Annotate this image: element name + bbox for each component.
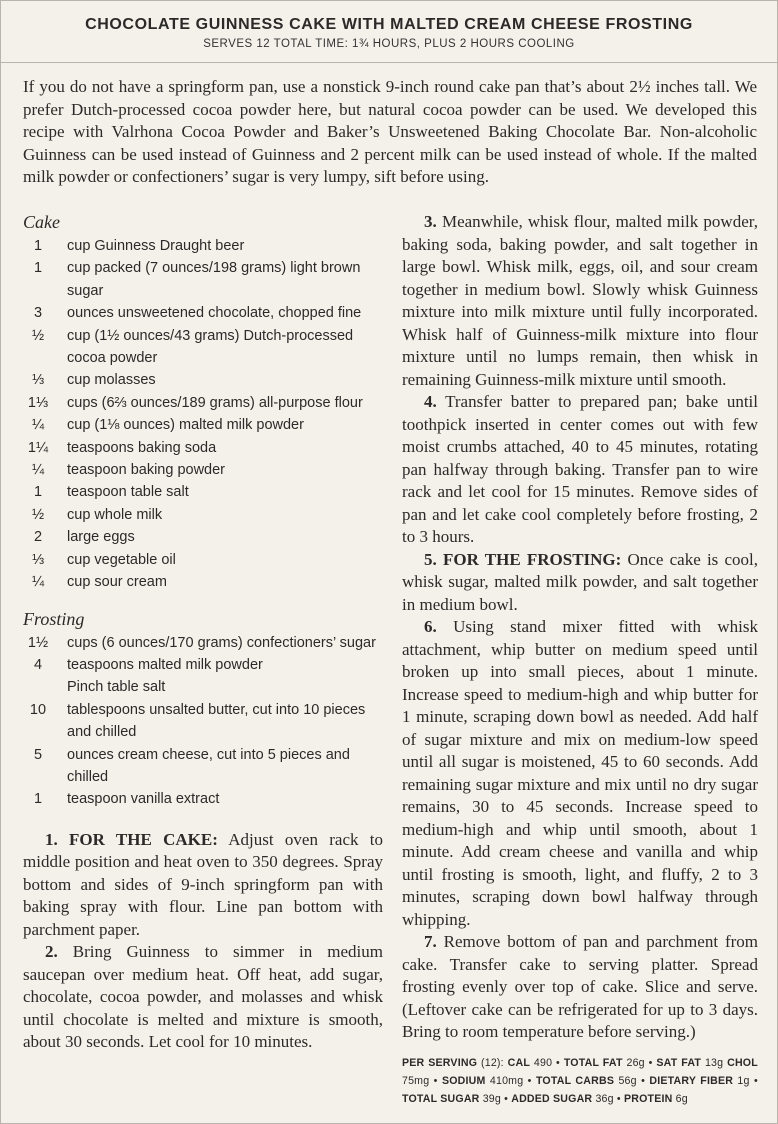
- ingredient-text: cup (1½ ounces/43 grams) Dutch-processed cocoa powder: [67, 327, 354, 367]
- nutrition-label: TOTAL CARBS: [535, 1074, 615, 1087]
- frosting-label: Frosting: [23, 608, 85, 629]
- step-text: Bring Guinness to simmer in medium saucepan over medium heat. Off heat, add sugar, chocolate, cocoa powder, and molasses and whisk until chocolate is melted and mixture is smooth, about 30 seconds. Let cool for 10 minutes.: [23, 942, 383, 1052]
- ingredient-quantity: 4: [33, 656, 43, 673]
- ingredient-text: teaspoons baking soda: [67, 439, 217, 456]
- ingredient-quantity: 1¼: [27, 439, 49, 456]
- nutrition-label: PER SERVING: [402, 1056, 478, 1069]
- ingredient-quantity: 5: [33, 746, 43, 763]
- nutrition-label: SAT FAT: [656, 1056, 702, 1069]
- nutrition-label: CAL: [507, 1056, 531, 1069]
- nutrition-value: 410mg: [489, 1074, 524, 1087]
- ingredient-row: [23, 744, 383, 789]
- separator-bullet: •: [616, 1092, 621, 1105]
- ingredient-row: [23, 325, 383, 370]
- nutrition-value: 13g: [704, 1056, 724, 1069]
- right-column: [402, 211, 758, 1108]
- nutrition-value: 39g: [482, 1092, 501, 1105]
- nutrition-label: ADDED SUGAR: [511, 1092, 593, 1105]
- ingredient-row: [23, 788, 383, 810]
- ingredient-quantity: ¼: [31, 462, 45, 479]
- separator-bullet: •: [641, 1074, 646, 1087]
- separator-bullet: •: [504, 1092, 509, 1105]
- step-1: [23, 829, 383, 942]
- ingredient-text: Pinch table salt: [67, 679, 166, 696]
- ingredient-quantity: 10: [29, 701, 47, 718]
- recipe-header: [1, 1, 777, 63]
- separator-bullet: •: [753, 1074, 758, 1087]
- ingredient-quantity: 1: [33, 484, 43, 501]
- ingredient-text: teaspoon vanilla extract: [67, 791, 220, 808]
- nutrition-value: 6g: [675, 1092, 688, 1105]
- ingredient-quantity: ¼: [31, 417, 45, 434]
- ingredient-row: [23, 549, 383, 571]
- ingredient-row: [23, 481, 383, 503]
- nutrition-value: 56g: [618, 1074, 637, 1087]
- step-number: 6.: [424, 617, 437, 636]
- ingredient-quantity: ⅓: [31, 551, 45, 568]
- nutrition-facts: [402, 1054, 758, 1108]
- ingredient-quantity: 1: [33, 791, 43, 808]
- ingredient-text: tablespoons unsalted butter, cut into 10 pieces and chilled: [67, 701, 366, 741]
- ingredient-row: [23, 632, 383, 654]
- step-number: 2.: [45, 942, 58, 962]
- ingredient-row: [23, 369, 383, 391]
- step-text: Meanwhile, whisk flour, malted milk powder, baking soda, baking powder, and salt together in large bowl. Whisk milk, eggs, oil, and sour cream together in medium bowl. Slowly whisk Guinness mixture into milk mixture until fully incorporated. Whisk half of Guinness-milk mixture into flour mixture until no lumps remain, then whisk in remaining Guinness-milk mixture until smooth.: [402, 212, 758, 389]
- ingredient-quantity: ⅓: [31, 372, 45, 389]
- recipe-serves: SERVES 12 TOTAL TIME: 1¾ HOURS, PLUS 2 HOURS COOLING: [203, 38, 575, 50]
- nutrition-label: TOTAL SUGAR: [402, 1092, 480, 1105]
- nutrition-label: PROTEIN: [623, 1092, 673, 1105]
- step-2: [23, 941, 383, 1054]
- step-number: 3.: [424, 212, 437, 231]
- separator-bullet: •: [433, 1074, 438, 1087]
- nutrition-value: 36g: [595, 1092, 614, 1105]
- ingredient-text: teaspoon baking powder: [67, 462, 226, 479]
- frosting-ingredient-list: [23, 632, 383, 811]
- ingredient-quantity: [23, 676, 53, 698]
- ingredient-quantity: 1: [33, 238, 43, 254]
- ingredient-quantity: 2: [33, 529, 43, 546]
- step-text: Transfer batter to prepared pan; bake until toothpick inserted in center comes out with few moist crumbs attached, 40 to 45 minutes, rotating pan halfway through baking. Transfer pan to wire rack and let cool for 15 minutes. Remove sides of pan and let cake cool completely before frosting, 2 to 3 hours.: [402, 392, 758, 546]
- left-column: [23, 211, 383, 1054]
- ingredient-text: ounces cream cheese, cut into 5 pieces and chilled: [67, 746, 350, 785]
- ingredient-quantity: ½: [31, 506, 45, 523]
- ingredient-text: ounces unsweetened chocolate, chopped fine: [67, 305, 362, 322]
- step-number: 1.: [45, 829, 58, 849]
- ingredient-text: cup sour cream: [67, 574, 167, 591]
- step-number: 4.: [424, 392, 437, 411]
- ingredient-text: cup (1⅛ ounces) malted milk powder: [67, 417, 304, 434]
- ingredient-row: [23, 699, 383, 744]
- ingredient-row: [23, 437, 383, 459]
- ingredient-row: [23, 392, 383, 414]
- ingredient-text: cup whole milk: [67, 506, 163, 523]
- ingredient-quantity: 1½: [27, 634, 49, 651]
- ingredient-text: cup molasses: [67, 372, 156, 389]
- ingredient-row: [23, 504, 383, 526]
- step-5: [402, 549, 758, 617]
- ingredient-quantity: ½: [31, 327, 45, 344]
- separator-bullet: •: [527, 1074, 532, 1087]
- step-3: [402, 211, 758, 391]
- ingredient-text: cup packed (7 ounces/198 grams) light brown sugar: [67, 260, 361, 299]
- nutrition-value: 490: [533, 1056, 553, 1069]
- nutrition-label: SODIUM: [441, 1074, 486, 1087]
- ingredient-row: [23, 571, 383, 593]
- step-number: 5.: [424, 549, 437, 569]
- step-text: Remove bottom of pan and parchment from cake. Transfer cake to serving platter. Spread frosting evenly over top of cake. Slice and serve. (Leftover cake can be refrigerated for up to 3 days. Bring to room temperature before serving.): [402, 932, 758, 1041]
- nutrition-label: CHOL: [727, 1056, 758, 1069]
- step-text: Once cake is cool, whisk sugar, malted milk powder, and salt together in medium bowl.: [402, 549, 759, 614]
- ingredient-text: large eggs: [67, 529, 135, 546]
- step-6: [402, 616, 758, 931]
- cake-label: Cake: [23, 212, 60, 232]
- nutrition-count: (12):: [481, 1056, 504, 1069]
- ingredient-quantity: 3: [33, 305, 43, 322]
- step-heading: FOR THE FROSTING:: [442, 549, 622, 569]
- ingredient-row: [23, 459, 383, 481]
- ingredient-text: cups (6 ounces/170 grams) confectioners’ sugar: [67, 634, 376, 651]
- nutrition-value: 26g: [626, 1056, 645, 1069]
- ingredient-text: cup Guinness Draught beer: [67, 238, 245, 254]
- ingredient-row: [23, 654, 383, 676]
- ingredient-quantity: 1⅓: [27, 394, 49, 411]
- recipe-title: CHOCOLATE GUINNESS CAKE WITH MALTED CREAM CHEESE FROSTING: [85, 16, 693, 33]
- cake-ingredient-list: [23, 235, 383, 594]
- steps-left: [23, 829, 383, 1054]
- ingredient-quantity: 1: [33, 260, 43, 277]
- ingredient-row: [23, 302, 383, 324]
- ingredient-row: [23, 257, 383, 302]
- ingredient-row: [23, 526, 383, 548]
- nutrition-label: TOTAL FAT: [563, 1056, 623, 1069]
- step-heading: FOR THE CAKE:: [69, 829, 218, 849]
- ingredient-text: teaspoons malted milk powder: [67, 656, 263, 673]
- nutrition-value: 75mg: [402, 1074, 430, 1087]
- separator-bullet: •: [556, 1056, 560, 1069]
- step-4: [402, 391, 758, 549]
- step-number: 7.: [424, 932, 437, 951]
- ingredient-row: [23, 235, 383, 257]
- nutrition-value: 1g: [737, 1074, 750, 1087]
- ingredient-row: [23, 676, 383, 698]
- ingredient-text: cups (6⅔ ounces/189 grams) all-purpose flour: [67, 394, 363, 411]
- ingredient-text: teaspoon table salt: [67, 484, 189, 501]
- ingredient-quantity: ¼: [31, 574, 45, 591]
- ingredient-row: [23, 414, 383, 436]
- nutrition-label: DIETARY FIBER: [649, 1074, 734, 1087]
- separator-bullet: •: [648, 1056, 653, 1069]
- intro-paragraph: If you do not have a springform pan, use a nonstick 9-inch round cake pan that’s about 2½ inches tall. We prefer Dutch-processed cocoa powder here, but natural cocoa powder can be used. We developed this recipe with Valrhona Cocoa Powder and Baker’s Unsweetened Baking Chocolate Bar. Non-alcoholic Guinness can be used instead of Guinness and 2 percent milk can be used instead of whole. If the malted milk powder or confectioners’ sugar is very lumpy, sift before using.: [23, 77, 757, 186]
- ingredient-text: cup vegetable oil: [67, 551, 176, 568]
- step-7: [402, 931, 758, 1044]
- step-text: Adjust oven rack to middle position and heat oven to 350 degrees. Spray bottom and sides of 9-inch springform pan with baking spray with flour. Line pan bottom with parchment paper.: [23, 829, 384, 939]
- step-text: Using stand mixer fitted with whisk attachment, whip butter on medium speed until broken up into small pieces, about 1 minute. Increase speed to medium-high and whip butter for 1 minute, scraping down bowl as needed. Add half of sugar mixture and mix on medium-low speed until all sugar is moistened, 45 to 60 seconds. Add remaining sugar mixture and mix until no dry sugar remains, 30 to 45 seconds. Increase speed to medium-high and whip until smooth, about 1 minute. Add cream cheese and vanilla and whip until frosting is smooth, light, and fluffy, 2 to 3 minutes, scraping down bowl halfway through whipping.: [402, 617, 759, 929]
